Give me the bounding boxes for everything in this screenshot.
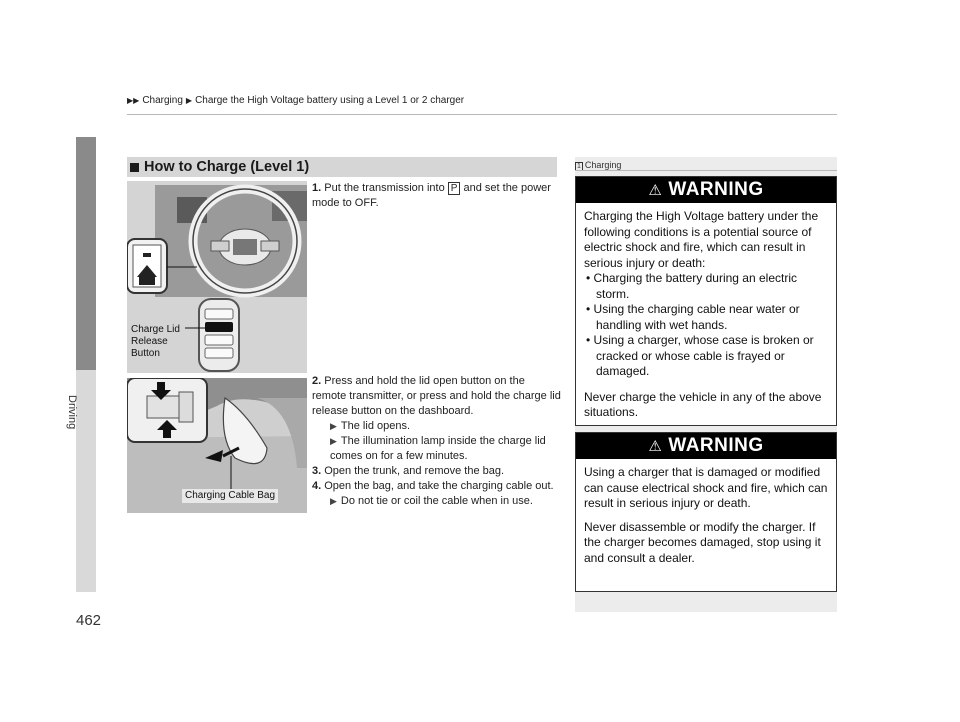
warning-box-1 bbox=[575, 176, 837, 426]
step-3 bbox=[312, 464, 562, 479]
gear-p-icon: P bbox=[448, 182, 461, 195]
page-number: 462 bbox=[76, 612, 102, 629]
result-arrow-icon: ▶ bbox=[330, 496, 337, 506]
warning-body bbox=[576, 459, 836, 566]
warning-header bbox=[576, 177, 836, 203]
bullet-text: Using the charging cable near water or handling with wet hands. bbox=[593, 302, 800, 332]
result-arrow-icon: ▶ bbox=[330, 421, 337, 431]
breadcrumb-arrow-icon: ▶ bbox=[185, 96, 193, 105]
breadcrumb-item-charging[interactable]: Charging bbox=[142, 95, 183, 106]
step-4 bbox=[312, 479, 562, 494]
warning-bullet: • Charging the battery during an electric storm. bbox=[586, 271, 797, 301]
warning-body bbox=[576, 203, 836, 421]
section-title: How to Charge (Level 1) bbox=[144, 159, 310, 175]
warning-title: WARNING bbox=[668, 179, 764, 200]
step-number: 4. bbox=[312, 480, 322, 492]
side-tab-light bbox=[76, 370, 96, 592]
warning-intro: Charging the High Voltage battery under the following conditions is a potential source of electric shock and fire, which can result in serious injury or death: bbox=[584, 209, 819, 270]
warning-header bbox=[576, 433, 836, 459]
step-text: Press and hold the lid open button on the remote transmitter, or press and hold the charge lid release button on the dashboard. bbox=[312, 375, 561, 417]
sub-text: The lid opens. bbox=[340, 420, 411, 432]
warning-triangle-icon: ⚠ bbox=[648, 182, 663, 199]
warning-paragraph: Using a charger that is damaged or modified can cause electrical shock and fire, which can result in serious injury or death. bbox=[584, 465, 828, 510]
dashboard-illustration bbox=[127, 181, 307, 373]
result-arrow-icon: ▶ bbox=[330, 436, 337, 446]
step-text: Put the transmission into bbox=[324, 182, 448, 194]
step-2-sub-1 bbox=[312, 419, 562, 434]
step-2-sub-2 bbox=[312, 434, 562, 464]
sub-text: The illumination lamp inside the charge lid comes on for a few minutes. bbox=[330, 435, 546, 462]
side-tab-label: Driving bbox=[66, 395, 78, 430]
breadcrumb bbox=[127, 95, 464, 106]
charge-lid-release-button-callout bbox=[131, 324, 180, 360]
warning-bullets bbox=[584, 271, 828, 380]
bullet-text: Charging the battery during an electric storm. bbox=[593, 271, 797, 301]
breadcrumb-arrow-icon: ▶▶ bbox=[127, 96, 140, 105]
breadcrumb-item-current[interactable]: Charge the High Voltage battery using a Level 1 or 2 charger bbox=[195, 95, 465, 106]
step-text: Open the bag, and take the charging cable out. bbox=[324, 480, 554, 492]
warning-triangle-icon: ⚠ bbox=[648, 438, 663, 455]
step-text-cont: and set the power mode to OFF. bbox=[312, 182, 551, 209]
trunk-illustration bbox=[127, 378, 307, 513]
section-heading bbox=[127, 157, 557, 177]
step-number: 1. bbox=[312, 182, 322, 194]
step-text: Open the trunk, and remove the bag. bbox=[324, 465, 505, 477]
side-note-heading-text: Charging bbox=[584, 160, 622, 170]
warning-bullet: • Using a charger, whose case is broken or cracked or whose cable is frayed or damaged. bbox=[586, 333, 814, 378]
step-number: 3. bbox=[312, 465, 322, 477]
warning-box-2 bbox=[575, 432, 837, 592]
step-number: 2. bbox=[312, 375, 322, 387]
note-icon: 1 bbox=[577, 163, 581, 170]
step-4-sub-1 bbox=[312, 494, 562, 509]
side-note-heading bbox=[575, 160, 621, 170]
side-tab-dark bbox=[76, 137, 96, 370]
step-2 bbox=[312, 374, 562, 509]
warning-title: WARNING bbox=[668, 435, 764, 456]
charging-cable-bag-callout: Charging Cable Bag bbox=[182, 489, 278, 503]
side-note-divider bbox=[575, 170, 837, 171]
bullet-text: Using a charger, whose case is broken or cracked or whose cable is frayed or damaged. bbox=[593, 333, 814, 378]
callout-line-1: Charge Lid bbox=[131, 324, 180, 335]
warning-bullet: • Using the charging cable near water or handling with wet hands. bbox=[586, 302, 800, 332]
callout-line-2: Release bbox=[131, 336, 168, 347]
callout-line-3: Button bbox=[131, 348, 160, 359]
header-divider bbox=[127, 114, 837, 115]
warning-paragraph: Never disassemble or modify the charger. If the charger becomes damaged, stop using it and consult a dealer. bbox=[584, 519, 821, 565]
section-square-icon bbox=[130, 163, 139, 172]
step-1 bbox=[312, 181, 557, 211]
sub-text: Do not tie or coil the cable when in use. bbox=[340, 495, 533, 507]
warning-closing: Never charge the vehicle in any of the above situations. bbox=[584, 389, 822, 419]
